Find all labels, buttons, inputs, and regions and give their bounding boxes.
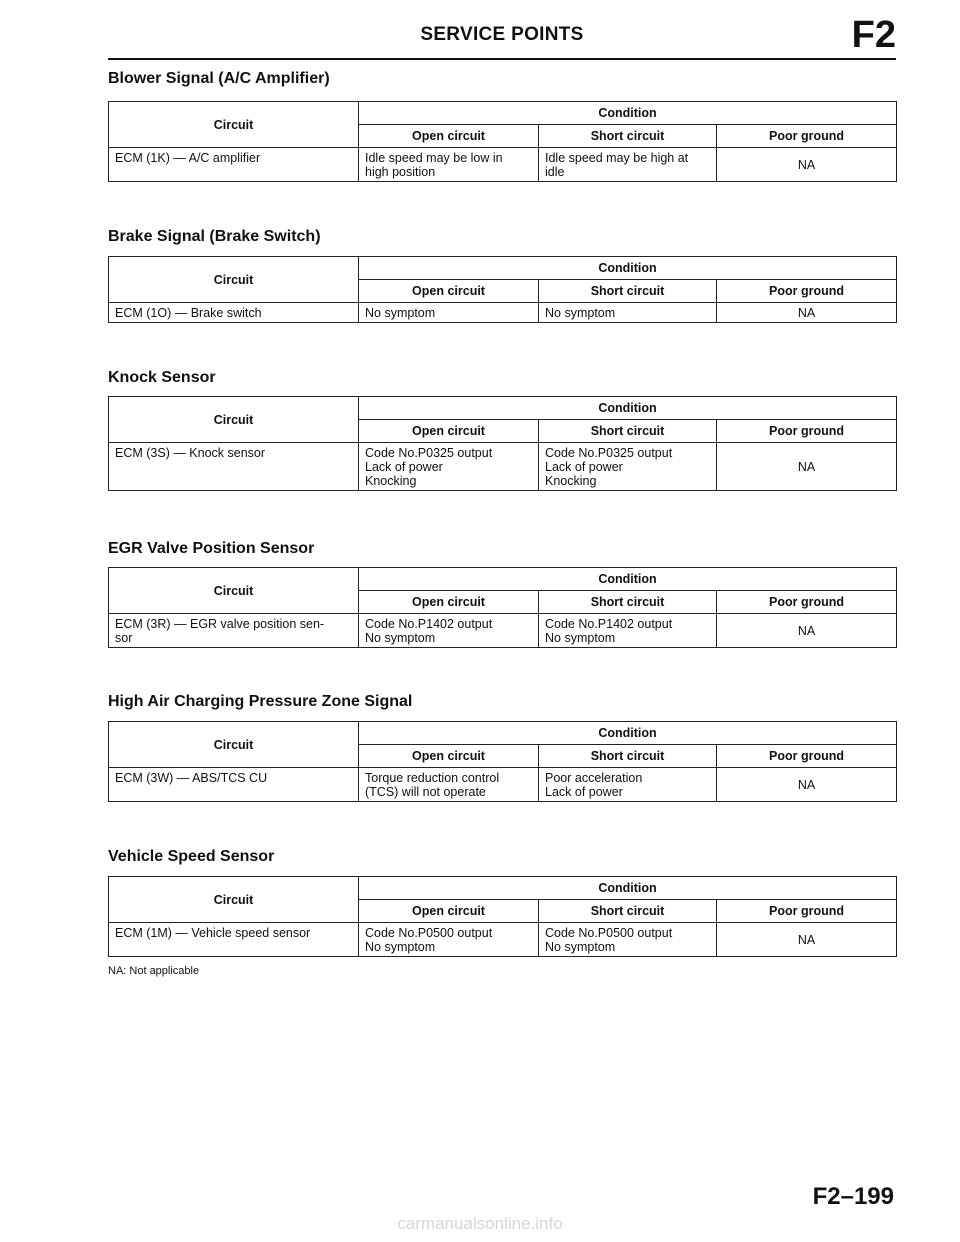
table-row: [109, 303, 897, 323]
open-circuit-cell: No symptom: [359, 303, 539, 323]
short-circuit-header: Short circuit: [539, 420, 717, 443]
circuit-cell: ECM (3S) — Knock sensor: [109, 443, 359, 491]
circuit-cell: ECM (1K) — A/C amplifier: [109, 148, 359, 182]
section-title: Brake Signal (Brake Switch): [108, 228, 321, 245]
circuit-header: Circuit: [109, 102, 359, 148]
condition-table: [108, 101, 897, 182]
open-circuit-header: Open circuit: [359, 280, 539, 303]
table-row: [109, 768, 897, 802]
poor-ground-cell: NA: [717, 148, 897, 182]
poor-ground-cell: NA: [717, 923, 897, 957]
poor-ground-header: Poor ground: [717, 900, 897, 923]
short-circuit-cell: Code No.P1402 output No symptom: [539, 614, 717, 648]
condition-table: [108, 721, 897, 802]
poor-ground-cell: NA: [717, 768, 897, 802]
short-circuit-cell: Poor acceleration Lack of power: [539, 768, 717, 802]
table-row: [109, 443, 897, 491]
condition-header: Condition: [359, 877, 897, 900]
circuit-header: Circuit: [109, 257, 359, 303]
section-code: F2: [851, 14, 896, 56]
circuit-cell: ECM (1M) — Vehicle speed sensor: [109, 923, 359, 957]
short-circuit-header: Short circuit: [539, 591, 717, 614]
circuit-cell: ECM (3R) — EGR valve position sen- sor: [109, 614, 359, 648]
section-title: Knock Sensor: [108, 369, 216, 386]
short-circuit-header: Short circuit: [539, 280, 717, 303]
short-circuit-header: Short circuit: [539, 125, 717, 148]
open-circuit-cell: Code No.P0500 output No symptom: [359, 923, 539, 957]
short-circuit-cell: No symptom: [539, 303, 717, 323]
section-title: Vehicle Speed Sensor: [108, 848, 275, 865]
condition-header: Condition: [359, 397, 897, 420]
table-row: [109, 148, 897, 182]
circuit-header: Circuit: [109, 722, 359, 768]
open-circuit-cell: Code No.P0325 output Lack of power Knocking: [359, 443, 539, 491]
poor-ground-header: Poor ground: [717, 420, 897, 443]
short-circuit-cell: Idle speed may be high at idle: [539, 148, 717, 182]
circuit-cell: ECM (3W) — ABS/TCS CU: [109, 768, 359, 802]
short-circuit-header: Short circuit: [539, 900, 717, 923]
footnote: NA: Not applicable: [108, 965, 200, 977]
poor-ground-cell: NA: [717, 614, 897, 648]
condition-header: Condition: [359, 722, 897, 745]
section-title: Blower Signal (A/C Amplifier): [108, 70, 330, 87]
condition-header: Condition: [359, 568, 897, 591]
page-header: [108, 14, 896, 60]
table-row: [109, 614, 897, 648]
page-number: F2–199: [812, 1183, 894, 1210]
short-circuit-cell: Code No.P0500 output No symptom: [539, 923, 717, 957]
poor-ground-header: Poor ground: [717, 745, 897, 768]
table-row: [109, 923, 897, 957]
condition-table: [108, 567, 897, 648]
open-circuit-header: Open circuit: [359, 420, 539, 443]
open-circuit-cell: Idle speed may be low in high position: [359, 148, 539, 182]
open-circuit-header: Open circuit: [359, 125, 539, 148]
poor-ground-header: Poor ground: [717, 125, 897, 148]
poor-ground-cell: NA: [717, 443, 897, 491]
page-title: SERVICE POINTS: [420, 24, 584, 45]
poor-ground-header: Poor ground: [717, 591, 897, 614]
condition-header: Condition: [359, 257, 897, 280]
open-circuit-header: Open circuit: [359, 900, 539, 923]
section-title: EGR Valve Position Sensor: [108, 540, 315, 557]
circuit-header: Circuit: [109, 397, 359, 443]
short-circuit-header: Short circuit: [539, 745, 717, 768]
short-circuit-cell: Code No.P0325 output Lack of power Knocking: [539, 443, 717, 491]
open-circuit-cell: Torque reduction control (TCS) will not operate: [359, 768, 539, 802]
open-circuit-header: Open circuit: [359, 591, 539, 614]
circuit-header: Circuit: [109, 568, 359, 614]
open-circuit-cell: Code No.P1402 output No symptom: [359, 614, 539, 648]
watermark: carmanualsonline.info: [397, 1214, 563, 1233]
condition-header: Condition: [359, 102, 897, 125]
circuit-cell: ECM (1O) — Brake switch: [109, 303, 359, 323]
circuit-header: Circuit: [109, 877, 359, 923]
condition-table: [108, 876, 897, 957]
condition-table: [108, 396, 897, 491]
open-circuit-header: Open circuit: [359, 745, 539, 768]
section-title: High Air Charging Pressure Zone Signal: [108, 693, 413, 710]
poor-ground-header: Poor ground: [717, 280, 897, 303]
condition-table: [108, 256, 897, 323]
poor-ground-cell: NA: [717, 303, 897, 323]
